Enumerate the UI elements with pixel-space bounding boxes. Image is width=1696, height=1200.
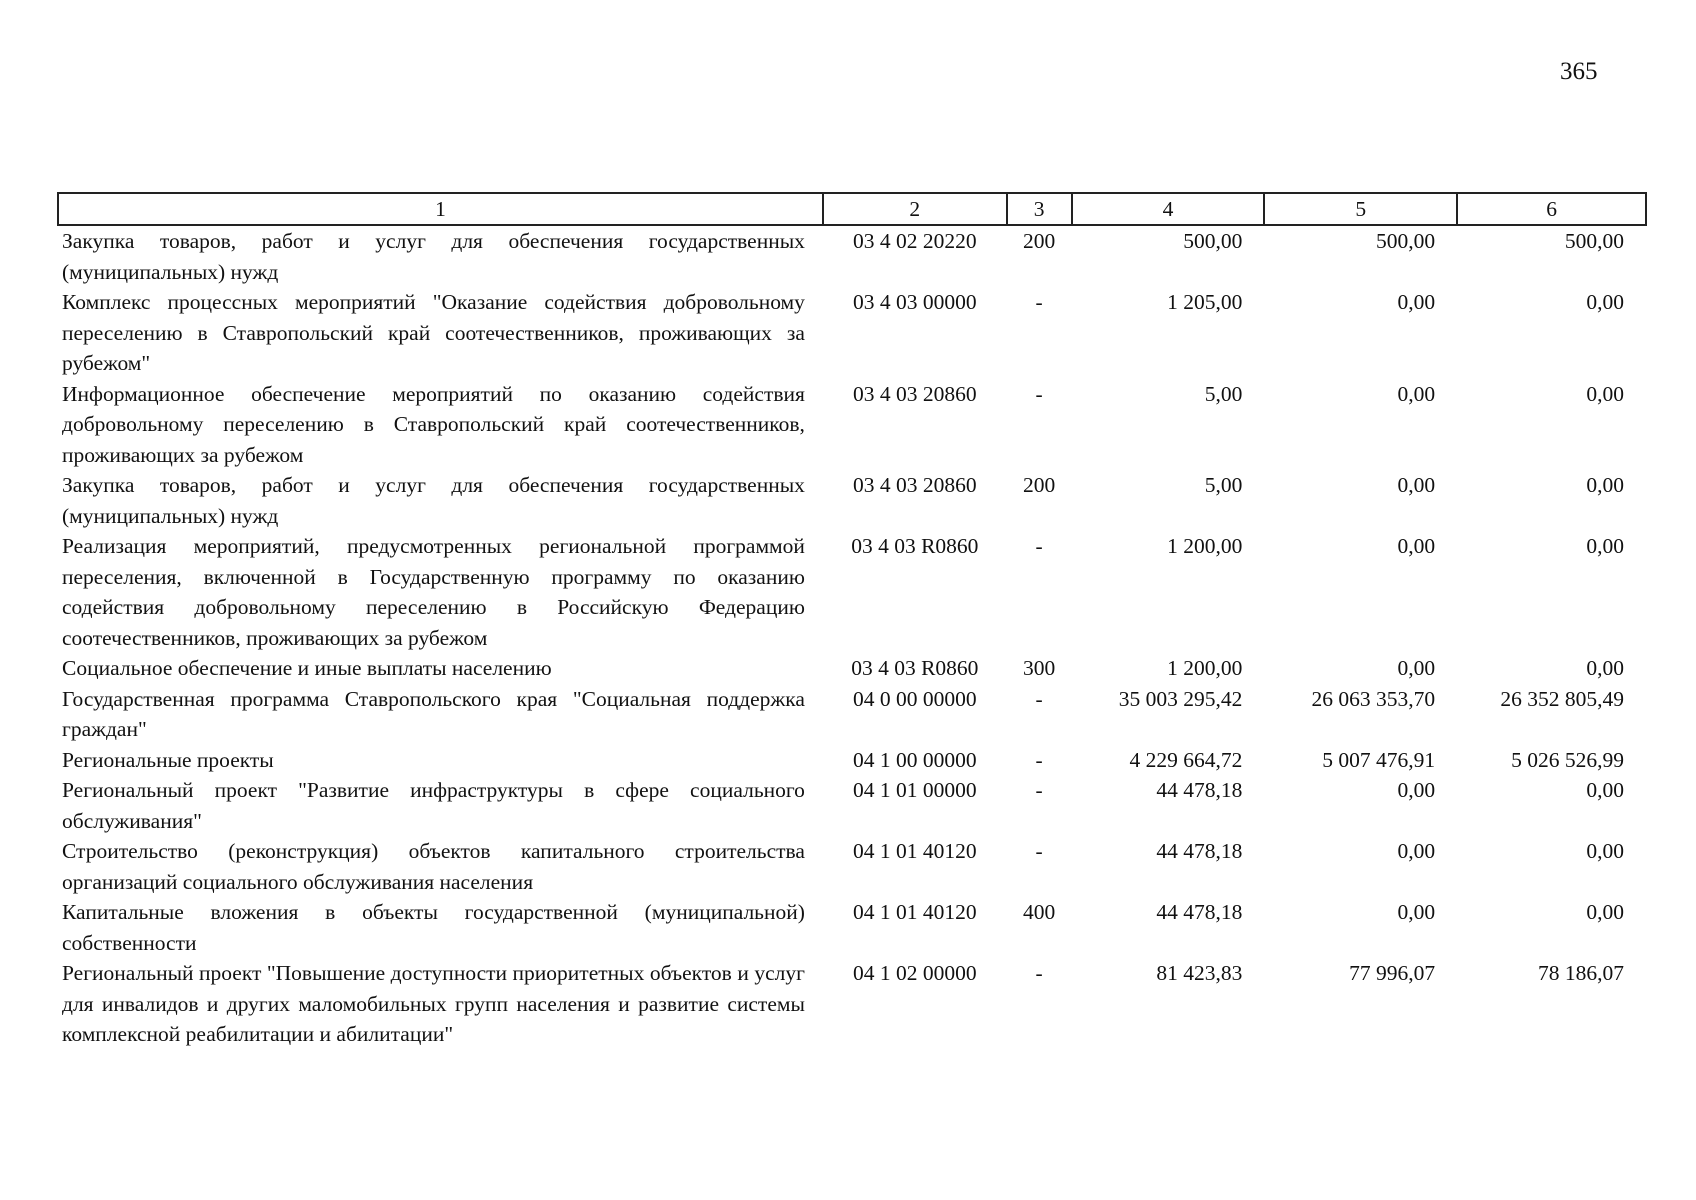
row-code: 03 4 03 20860 [852,381,977,406]
budget-table [57,192,1647,1050]
row-type: 400 [1023,900,1056,924]
row-type: 200 [1023,473,1056,497]
row-name: Региональные проекты [62,747,274,772]
header-cell-4: 4 [1072,193,1265,225]
row-value-6: 0,00 [1586,839,1624,863]
row-value-4: 5,00 [1204,473,1243,497]
row-value-4: 1 200,00 [1167,534,1243,558]
row-code: 04 1 01 40120 [852,839,977,863]
row-code: 04 1 01 00000 [852,778,977,802]
row-name: Комплекс процессных мероприятий "Оказание содействия добровольному переселению в Ставропольский край соотечественников, проживающих за рубежом" [62,290,805,375]
row-type: - [1035,290,1043,314]
row-type: - [1035,778,1043,802]
row-name: Региональный проект "Развитие инфраструктуры в сфере социального обслуживания" [62,778,805,833]
row-value-6: 5 026 526,99 [1511,747,1624,772]
row-code: 03 4 03 00000 [852,290,977,314]
row-type: 200 [1023,229,1056,253]
row-value-5: 26 063 353,70 [1311,686,1436,711]
row-value-6: 0,00 [1586,900,1624,924]
table-row [58,684,1646,745]
row-value-5: 0,00 [1397,778,1436,802]
row-value-6: 500,00 [1564,229,1624,253]
row-value-6: 0,00 [1586,778,1624,802]
row-value-5: 0,00 [1397,381,1436,406]
row-value-5: 0,00 [1397,656,1436,680]
row-code: 04 1 02 00000 [852,961,977,985]
table-row [58,531,1646,653]
header-cell-2: 2 [823,193,1007,225]
header-cell-6: 6 [1457,193,1646,225]
row-type: 300 [1023,656,1056,680]
header-row [58,193,1646,225]
row-value-6: 0,00 [1586,381,1624,406]
row-value-4: 5,00 [1204,381,1243,406]
row-value-4: 44 478,18 [1156,778,1243,802]
row-value-6: 0,00 [1586,534,1624,558]
row-code: 04 1 00 00000 [852,747,977,772]
row-value-4: 1 205,00 [1167,290,1243,314]
table-row [58,379,1646,471]
table-row [58,470,1646,531]
header-cell-3: 3 [1007,193,1072,225]
table-row [58,836,1646,897]
row-value-5: 0,00 [1397,534,1436,558]
row-type: - [1035,686,1043,711]
row-value-4: 4 229 664,72 [1129,747,1243,772]
table-row [58,225,1646,287]
row-name: Реализация мероприятий, предусмотренных региональной программой переселения, включенной в Государственную программу по оказанию содействия добровольному переселению в Российскую Федерацию соотечественников, проживающих за рубежом [62,534,805,650]
row-value-6: 0,00 [1586,656,1624,680]
row-name: Информационное обеспечение мероприятий по оказанию содействия добровольному переселению в Ставропольский край соотечественников, проживающих за рубежом [62,381,805,467]
row-value-5: 0,00 [1397,900,1436,924]
row-type: - [1035,961,1043,985]
row-name: Закупка товаров, работ и услуг для обеспечения государственных (муниципальных) нужд [62,229,805,284]
row-code: 04 1 01 40120 [852,900,977,924]
row-value-4: 81 423,83 [1156,961,1243,985]
row-type: - [1035,839,1043,863]
row-type: - [1035,747,1043,772]
table-header [58,193,1646,225]
row-value-6: 26 352 805,49 [1500,686,1624,711]
page-number: 365 [1560,58,1598,85]
row-name: Капитальные вложения в объекты государственной (муниципальной) собственности [62,900,805,955]
table-row [58,287,1646,379]
row-code: 03 4 03 20860 [852,473,977,497]
row-value-5: 0,00 [1397,290,1436,314]
row-code: 03 4 02 20220 [852,229,977,253]
table-row [58,775,1646,836]
row-code: 03 4 03 R0860 [851,534,979,558]
row-name: Строительство (реконструкция) объектов капитального строительства организаций социального обслуживания населения [62,839,805,894]
row-name: Региональный проект "Повышение доступности приоритетных объектов и услуг для инвалидов и других маломобильных групп населения и развитие системы комплексной реабилитации и абилитации" [62,961,805,1046]
row-value-5: 500,00 [1376,229,1436,253]
row-value-6: 78 186,07 [1538,961,1624,985]
table-row [58,745,1646,776]
row-value-4: 35 003 295,42 [1118,686,1243,711]
row-value-4: 44 478,18 [1156,900,1243,924]
header-cell-5: 5 [1264,193,1457,225]
row-name: Закупка товаров, работ и услуг для обеспечения государственных (муниципальных) нужд [62,473,805,528]
row-value-5: 5 007 476,91 [1322,747,1436,772]
row-type: - [1035,381,1043,406]
row-code: 03 4 03 R0860 [851,656,979,680]
row-value-5: 0,00 [1397,839,1436,863]
row-value-6: 0,00 [1586,473,1624,497]
header-cell-1: 1 [58,193,823,225]
row-value-5: 0,00 [1397,473,1436,497]
table-row [58,653,1646,684]
row-value-4: 1 200,00 [1167,656,1243,680]
row-name: Государственная программа Ставропольского края "Социальная поддержка граждан" [62,686,805,741]
row-name: Социальное обеспечение и иные выплаты населению [62,656,552,680]
row-type: - [1035,534,1043,558]
row-value-4: 500,00 [1183,229,1243,253]
row-code: 04 0 00 00000 [852,686,977,711]
row-value-5: 77 996,07 [1349,961,1436,985]
table-row [58,897,1646,958]
row-value-6: 0,00 [1586,290,1624,314]
table-row [58,958,1646,1050]
table-body [58,225,1646,1050]
row-value-4: 44 478,18 [1156,839,1243,863]
